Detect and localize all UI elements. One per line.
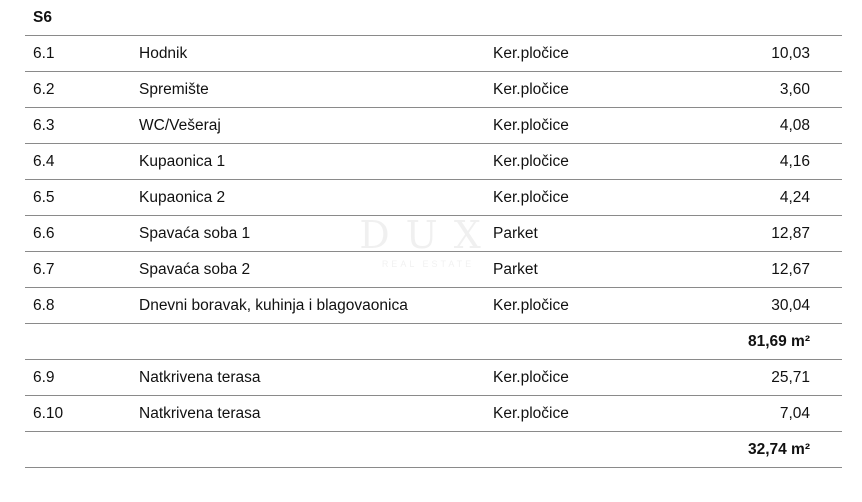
subtotal-row bbox=[25, 432, 842, 468]
table-row bbox=[25, 396, 842, 432]
room-area: 12,67 bbox=[771, 261, 810, 278]
room-name: Kupaonica 1 bbox=[139, 153, 226, 170]
watermark-sub: REAL ESTATE bbox=[381, 259, 475, 269]
floor-type: Parket bbox=[493, 261, 538, 278]
room-name: Hodnik bbox=[139, 45, 188, 62]
table-row bbox=[25, 216, 842, 252]
room-number: 6.8 bbox=[33, 297, 55, 314]
room-area: 4,08 bbox=[779, 117, 810, 134]
room-number: 6.5 bbox=[33, 189, 55, 206]
subtotal-row bbox=[25, 324, 842, 360]
floor-type: Ker.pločice bbox=[493, 45, 569, 62]
floor-type: Ker.pločice bbox=[493, 297, 569, 314]
room-number: 6.3 bbox=[33, 117, 55, 134]
room-name: Spavaća soba 2 bbox=[139, 261, 251, 278]
table-row bbox=[25, 180, 842, 216]
room-area: 25,71 bbox=[771, 369, 810, 386]
room-number: 6.7 bbox=[33, 261, 55, 278]
floor-type: Ker.pločice bbox=[493, 369, 569, 386]
table-row bbox=[25, 72, 842, 108]
room-name: Natkrivena terasa bbox=[139, 369, 261, 386]
room-number: 6.1 bbox=[33, 45, 55, 62]
room-area: 3,60 bbox=[779, 81, 810, 98]
floor-type: Ker.pločice bbox=[493, 405, 569, 422]
room-name: Natkrivena terasa bbox=[139, 405, 261, 422]
room-number: 6.4 bbox=[33, 153, 55, 170]
room-number: 6.2 bbox=[33, 81, 55, 98]
floor-type: Ker.pločice bbox=[493, 153, 569, 170]
subtotal-area: 32,74 m² bbox=[747, 441, 810, 458]
room-number: 6.6 bbox=[33, 225, 55, 242]
floor-type: Ker.pločice bbox=[493, 189, 569, 206]
floor-type: Parket bbox=[493, 225, 538, 242]
room-area: 4,16 bbox=[779, 153, 810, 170]
room-area: 7,04 bbox=[779, 405, 810, 422]
room-area: 12,87 bbox=[771, 225, 810, 242]
table-row bbox=[25, 144, 842, 180]
room-area: 10,03 bbox=[771, 45, 810, 62]
table-row bbox=[25, 108, 842, 144]
floor-type: Ker.pločice bbox=[493, 81, 569, 98]
room-name: Spavaća soba 1 bbox=[139, 225, 251, 242]
room-name: Spremište bbox=[139, 81, 209, 98]
floor-type: Ker.pločice bbox=[493, 117, 569, 134]
table-row bbox=[25, 360, 842, 396]
room-area: 4,24 bbox=[779, 189, 810, 206]
watermark-main: DUX bbox=[359, 213, 497, 257]
room-number: 6.9 bbox=[33, 369, 55, 386]
room-name: Dnevni boravak, kuhinja i blagovaonica bbox=[139, 297, 408, 314]
room-area: 30,04 bbox=[771, 297, 810, 314]
room-area-table bbox=[25, 0, 842, 468]
section-header-row bbox=[25, 0, 842, 36]
table-row bbox=[25, 288, 842, 324]
section-title: S6 bbox=[33, 9, 52, 26]
room-number: 6.10 bbox=[33, 405, 64, 422]
room-name: Kupaonica 2 bbox=[139, 189, 226, 206]
subtotal-area: 81,69 m² bbox=[747, 333, 810, 350]
table-row bbox=[25, 36, 842, 72]
room-name: WC/Vešeraj bbox=[139, 117, 221, 134]
table-row bbox=[25, 252, 842, 288]
